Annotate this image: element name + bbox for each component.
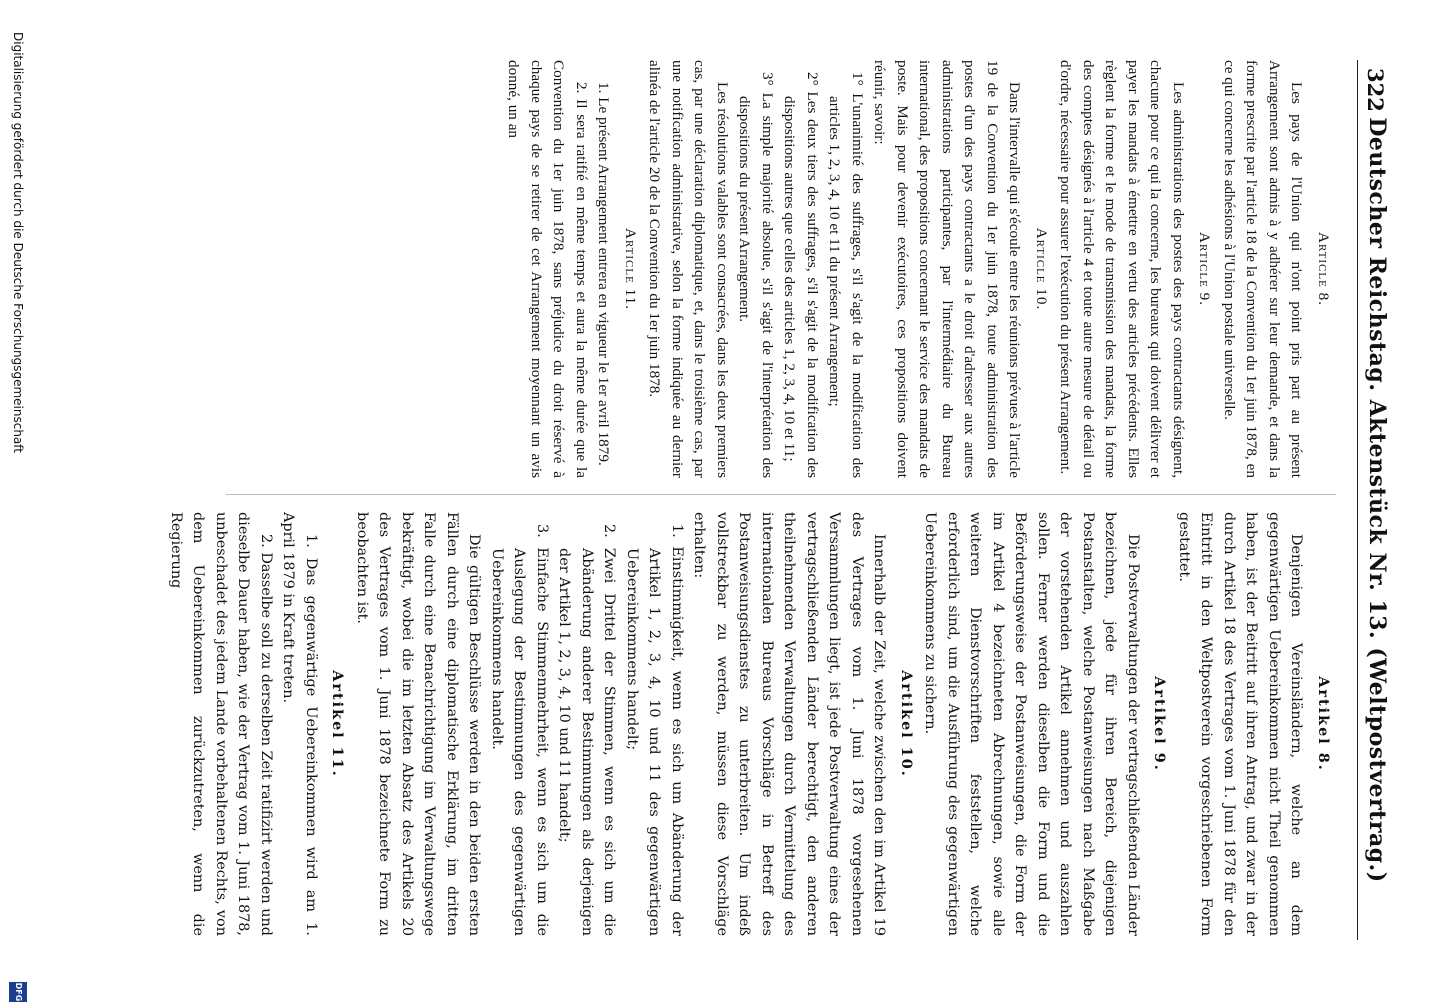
- german-article-heading: Artikel 8.: [1315, 676, 1332, 772]
- german-list-item: 1. Einstimmigkeit, wenn es sich um Abänderung der Artikel 1, 2, 3, 4, 10 und 11 des gegenwärtigen Uebereinkommens handelt;: [624, 524, 685, 936]
- french-paragraph: Dans l'intervalle qui s'écoule entre les réunions prévues à l'article 19 de la Convention du 1er juin 1878, toute administration des postes d'un des pays contractants a le droit d'adresser aux autres administrations participantes, par l'intermédiaire du Bureau international, des propositions concernant le service des mandats de poste. Mais pour devenir exécutoires, ces propositions doivent réunir, savoir:: [871, 60, 1024, 478]
- german-article-heading: Artikel 10.: [898, 670, 915, 778]
- running-title: Deutscher Reichstag. Aktenstück Nr. 13. (Weltpostvertrag.): [1364, 117, 1390, 883]
- german-list-item: 3. Einfache Stimmenmehrheit, wenn es sich um die Auslegung der Bestimmungen des gegenwärtigen Uebereinkommens handelt.: [489, 524, 550, 936]
- german-article-heading: Artikel 9.: [1151, 676, 1169, 772]
- german-list-item: 2. Zwei Drittel der Stimmen, wenn es sich um die Abänderung anderer Bestimmungen als derjenigen der Artikel 1, 2, 3, 4, 10 und 11 handelt;: [556, 524, 618, 936]
- french-paragraph: Les pays de l'Union qui n'ont point pris part au présent Arrangement sont admis à y adhérer sur leur demande, et dans la forme prescrite par l'article 18 de la Convention du 1er juin 1878, en ce qui concerne les adhésions à l'Union postale universelle.: [1221, 60, 1306, 478]
- german-column: [168, 512, 1336, 936]
- page-header: [1357, 60, 1394, 940]
- french-list-item: 2° Les deux tiers des suffrages, s'il s'agit de la modification des dispositions autres que celles des articles 1, 2, 3, 4, 10 et 11;: [781, 72, 821, 478]
- french-paragraph: Les administrations des postes des pays contractants désignent, chacune pour ce qui la concerne, les bureaux qui doivent délivrer et payer les mandats à émettre en vertu des articles précédents. Elles règlent la forme et le mode de transmission des mandats, la forme des comptes désignés à l'article 4 et toute autre mesure de détail ou d'ordre, nécessaire pour assurer l'exécution du présent Arrangement.: [1057, 60, 1187, 478]
- french-paragraph: Les résolutions valables sont consacrées, dans les deux premiers cas, par une déclaration diplomatique, et, dans le troisième cas, par une notification administrative, selon la forme indiquée au dernier alinéa de l'article 20 de la Convention du 1er juin 1878.: [646, 60, 731, 478]
- dfg-logo: DFG: [9, 982, 27, 1002]
- german-paragraph: Denjenigen Vereinsländern, welche an dem gegenwärtigen Uebereinkommen nicht Theil genommen haben, ist der Beitritt auf ihren Antrag, und zwar in der durch Artikel 18 des Vertrages vom 1. Juni 1878 für den Eintritt in den Weltpostverein vorgeschriebenen Form gestattet.: [1176, 512, 1305, 936]
- page-number: 322: [1363, 68, 1388, 112]
- french-article-heading: Article 10.: [1033, 227, 1050, 311]
- column-divider: [226, 494, 1336, 495]
- french-article-heading: Article 11.: [622, 227, 639, 311]
- french-list-item: 1° L'unanimité des suffrages, s'il s'agit de la modification des articles 1, 2, 3, 4, 10 et 11 du présent Arrangement;: [826, 72, 866, 478]
- german-article-heading: Artikel 11.: [329, 670, 347, 778]
- french-column: [226, 60, 1336, 478]
- french-list-item: 3° La simple majorité absolue, s'il s'agit de l'interprétation des dispositions du présent Arrangement.: [736, 72, 776, 478]
- french-article-heading: Article 8.: [1315, 232, 1332, 306]
- french-paragraph: 1. Le présent Arrangement entrera en vigueur le 1er avril 1879.: [595, 82, 613, 466]
- french-paragraph: 2. Il sera ratifié en même temps et aura la même durée que la Convention du 1er juin 1878, sans préjudice du droit réservé à chaque pays de se retirer de cet Arrangement moyennant un avis donné, un an: [505, 60, 590, 478]
- french-article-heading: Article 9.: [1196, 232, 1214, 306]
- digitization-footer: [6, 20, 28, 1002]
- german-paragraph: 2. Dasselbe soll zu derselben Zeit ratifizirt werden und dieselbe Dauer haben, wie der Vertrag vom 1. Juni 1878, unbeschadet des jedem Lande vorbehaltenen Rechts, von dem Uebereinkommen zurückzutreten, wenn die Regierung: [168, 512, 274, 936]
- german-paragraph: Innerhalb der Zeit, welche zwischen den im Artikel 19 des Vertrages vom 1. Juni 1878 vorgesehenen Versammlungen liegt, ist jede Postverwaltung eines der vertragschließenden Länder berechtigt, den anderen theilnehmenden Verwaltungen durch Vermittelung des internationalen Bureaus Vorschläge in Betreff des Postanweisungsdienstes zu unterbreiten. Um indeß vollstreckbar zu werden, müssen diese Vorschläge erhalten:: [691, 512, 888, 936]
- footer-credit: Digitalisierung gefördert durch die Deutsche Forschungsgemeinschaft: [11, 32, 25, 454]
- german-paragraph: Die gültigen Beschlüsse werden in den beiden ersten Fällen durch eine diplomatische Erklärung, im dritten Falle durch eine Benachrichtigung im Verwaltungswege bekräftigt, wobei die im letzten Absatz des Artikels 20 des Vertrages vom 1. Juni 1878 bezeichnete Form zu beobachten ist.: [354, 512, 483, 936]
- german-paragraph: 1. Das gegenwärtige Uebereinkommen wird am 1. April 1879 in Kraft treten.: [280, 512, 319, 936]
- german-paragraph: Die Postverwaltungen der vertragschließenden Länder bezeichnen, jede für ihren Bereich, diejenigen Postanstalten, welche Postanweisungen nach Maßgabe der vorstehenden Artikel annehmen und auszahlen sollen. Ferner werden dieselben die Form und die Beförderungsweise der Postanweisungen, die Form der im Artikel 4 bezeichneten Abrechnungen, sowie alle weiteren Dienstvorschriften feststellen, welche erforderlich sind, um die Ausführung des gegenwärtigen Uebereinkommens zu sichern.: [922, 512, 1141, 936]
